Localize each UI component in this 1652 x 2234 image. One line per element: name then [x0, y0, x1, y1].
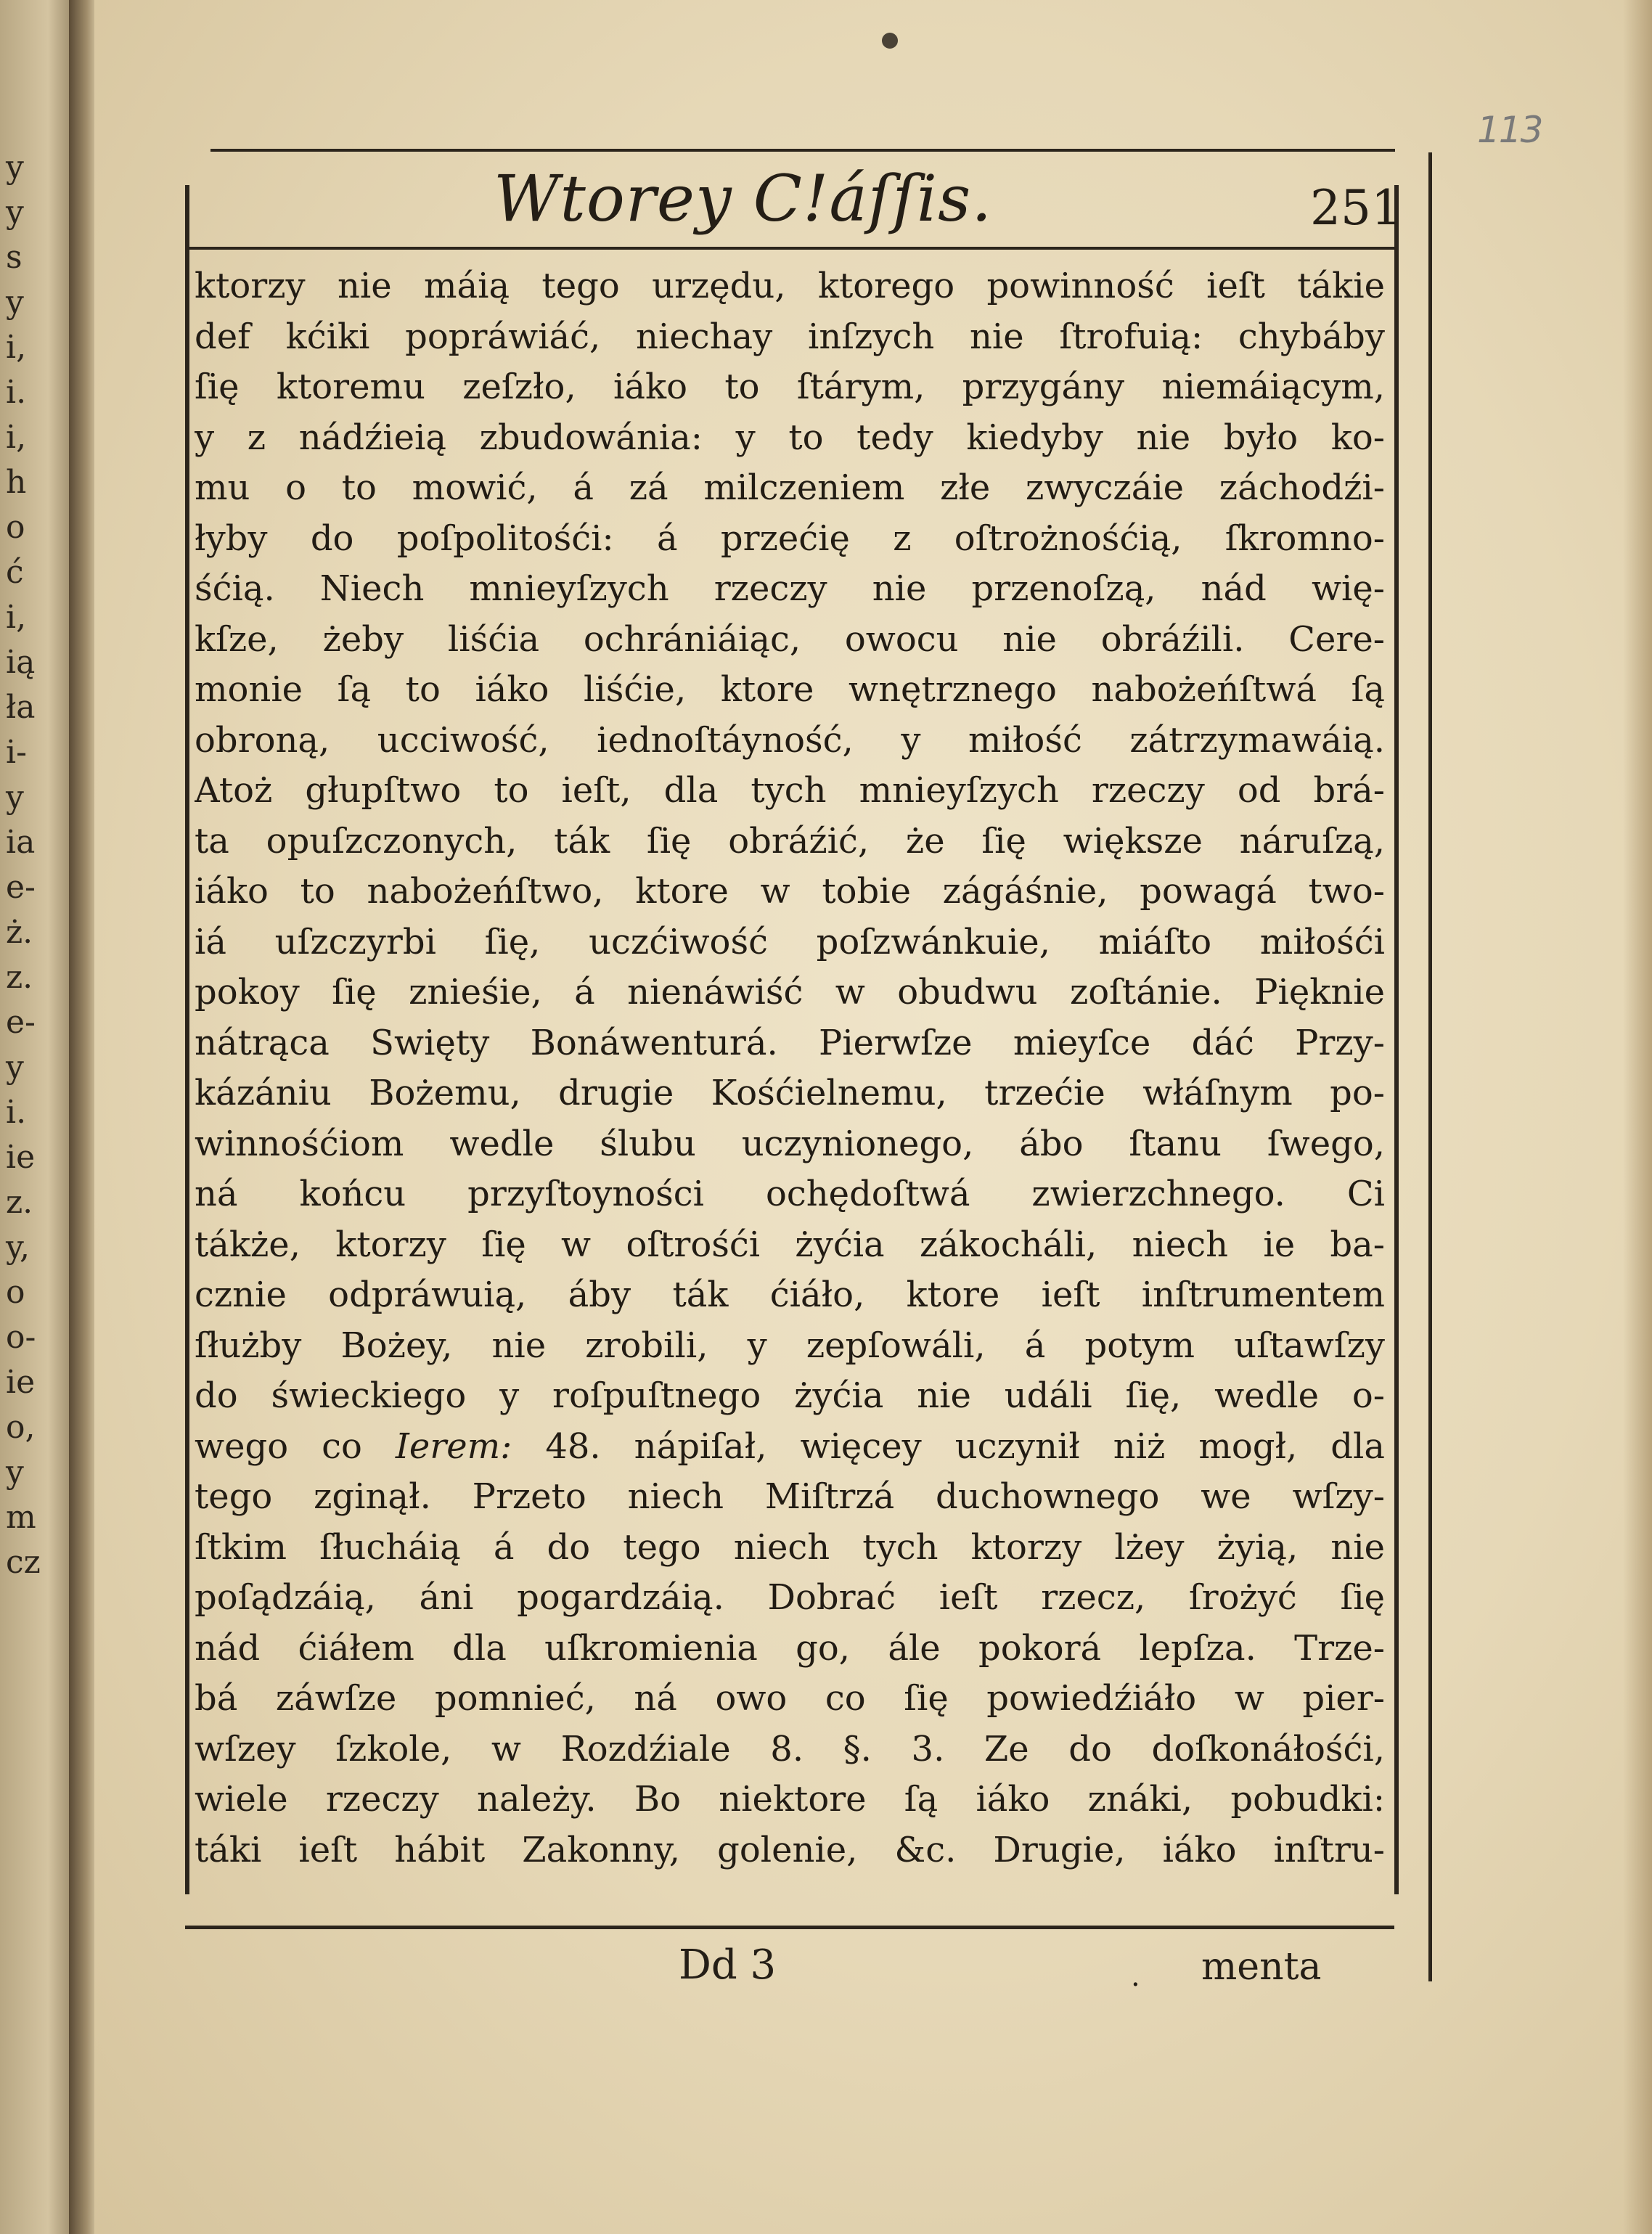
- facing-page-fragment: z.: [6, 1184, 33, 1221]
- facing-page-fragment: i,: [6, 329, 27, 366]
- text-line: tego zginął. Przeto niech Miſtrzá duchownego we wſzy-: [195, 1476, 1385, 1517]
- header-rule: [185, 247, 1394, 250]
- facing-page-fragment: s: [6, 239, 23, 276]
- text-line: mu o to mowić, á zá milczeniem złe zwyczáie záchodźi-: [195, 467, 1385, 508]
- facing-page-edge: [0, 0, 80, 2234]
- text-line: iá uſzczyrbi ſię, uczćiwość poſzwánkuie, miáſto miłośći: [195, 921, 1385, 962]
- facing-page-fragment: o: [6, 1274, 25, 1311]
- text-line: śćią. Niech mnieyſzych rzeczy nie przenoſzą, nád wię-: [195, 568, 1385, 609]
- catchword: menta: [1201, 1945, 1322, 1989]
- facing-page-fragment: i,: [6, 599, 27, 636]
- facing-page-fragment: e-: [6, 869, 36, 906]
- facing-page-fragment: y: [6, 284, 24, 321]
- facing-page-fragment: m: [6, 1499, 36, 1536]
- text-line: kázániu Bożemu, drugie Kośćielnemu, trzećie włáſnym po-: [195, 1073, 1385, 1113]
- text-line: tákże, ktorzy ſię w oſtrośći żyćia zákocháli, niech ie ba-: [195, 1224, 1385, 1265]
- facing-page-fragment: o,: [6, 1409, 36, 1446]
- text-line: Atoż głupſtwo to ieſt, dla tych mnieyſzych rzeczy od brá-: [195, 770, 1385, 811]
- top-rule: [210, 149, 1395, 152]
- text-line: obroną, ucciwość, iednoſtáyność, y miłość zátrzymawáią.: [195, 719, 1385, 761]
- facing-page-fragment: i.: [6, 1094, 27, 1131]
- text-line: pokoy ſię znieśie, á nienáwiść w obudwu zoſtánie. Pięknie: [195, 972, 1385, 1012]
- facing-page-fragment: ie: [6, 1139, 36, 1176]
- facing-page-fragment: e-: [6, 1004, 36, 1041]
- signature-mark: Dd 3: [679, 1942, 777, 1989]
- text-line: poſądzáią, áni pogardzáią. Dobrać ieſt rzecz, ſrożyć ſię: [195, 1577, 1385, 1618]
- text-line: táki ieſt hábit Zakonny, golenie, &c. Drugie, iáko inſtru-: [195, 1829, 1385, 1870]
- facing-page-fragment: y: [6, 779, 24, 816]
- body-text: [195, 261, 1385, 1875]
- text-line: winnośćiom wedle ślubu uczynionego, ábo ſtanu ſwego,: [195, 1123, 1385, 1164]
- running-head: Wtorey C!áſſis.: [494, 161, 993, 236]
- facing-page-fragment: h: [6, 464, 27, 501]
- facing-page-fragment: i-: [6, 734, 27, 771]
- text-line: ktorzy nie máią tego urzędu, ktorego powinność ieſt tákie: [195, 266, 1385, 306]
- text-line: monie ſą to iáko liśćie, ktore wnętrznego nabożeńſtwá ſą: [195, 669, 1385, 710]
- facing-page-fragment: y: [6, 149, 24, 186]
- text-line: def kćiki popráwiáć, niechay inſzych nie ſtrofuią: chybáby: [195, 316, 1385, 357]
- facing-page-fragment: y: [6, 1049, 24, 1086]
- facing-page-fragment: ia: [6, 824, 36, 861]
- text-line: ta opuſzczonych, ták ſię obráźić, że ſię większe náruſzą,: [195, 820, 1385, 862]
- text-line: łyby do poſpolitośći: á przećię z oſtrożnośćią, ſkromno-: [195, 517, 1385, 559]
- facing-page-fragment: cz: [6, 1544, 41, 1581]
- facing-page-fragment: y: [6, 194, 24, 231]
- facing-page-fragment: o: [6, 509, 25, 546]
- text-line: ſię ktoremu zeſzło, iáko to ſtárym, przygány niemáiącym,: [195, 367, 1385, 407]
- facing-page-fragment: ią: [6, 644, 36, 681]
- facing-page-fragments: [6, 145, 75, 1585]
- facing-page-fragment: y: [6, 1454, 24, 1491]
- facing-page-fragment: ć: [6, 554, 24, 591]
- text-line: iáko to nabożeńſtwo, ktore w tobie zágáśnie, powagá two-: [195, 871, 1385, 912]
- text-line: y z nádźieią zbudowánia: y to tedy kiedyby nie było ko-: [195, 417, 1385, 458]
- catchword-dot: .: [1131, 1960, 1140, 1993]
- facing-page-fragment: ż.: [6, 914, 33, 951]
- outer-frame-line: [1428, 152, 1432, 1981]
- text-line: ná końcu przyſtoyności ochędoſtwá zwierzchnego. Ci: [195, 1174, 1385, 1214]
- text-line: do świeckiego y roſpuſtnego żyćia nie událi ſię, wedle o-: [195, 1375, 1385, 1416]
- text-line: cznie odpráwuią, áby ták ćiáło, ktore ieſt inſtrumentem: [195, 1274, 1385, 1315]
- ink-spot: [882, 33, 898, 49]
- pencil-folio-number: 113: [1477, 109, 1542, 151]
- facing-page-fragment: ła: [6, 689, 36, 726]
- facing-page-fragment: ie: [6, 1364, 36, 1401]
- page-number: 251: [1310, 180, 1402, 236]
- facing-page-fragment: y,: [6, 1229, 30, 1266]
- facing-page-fragment: i,: [6, 419, 27, 456]
- text-line: wego co Ierem: 48. nápiſał, więcey uczynił niż mogł, dla: [195, 1425, 1385, 1467]
- text-line: wſzey ſzkole, w Rozdźiale 8. §. 3. Ze do doſkonáłośći,: [195, 1728, 1385, 1769]
- text-line: ſtkim ſłucháią á do tego niech tych ktorzy lżey żyią, nie: [195, 1526, 1385, 1568]
- text-line: nátrąca Swięty Bonáwenturá. Pierwſze mieyſce dáć Przy-: [195, 1022, 1385, 1063]
- binding-gutter: [69, 0, 98, 2234]
- facing-page-fragment: z.: [6, 959, 33, 996]
- text-line: kſze, żeby liśćia ochrániáiąc, owocu nie obráźili. Cere-: [195, 618, 1385, 660]
- facing-page-fragment: o-: [6, 1319, 36, 1356]
- text-line: wiele rzeczy należy. Bo niektore ſą iáko znáki, pobudki:: [195, 1779, 1385, 1820]
- facing-page-fragment: i.: [6, 374, 27, 411]
- bottom-rule: [185, 1926, 1394, 1929]
- text-line: ſłużby Bożey, nie zrobili, y zepſowáli, á potym uſtawſzy: [195, 1325, 1385, 1366]
- page-edge-shadow: [1623, 0, 1652, 2234]
- text-line: bá záwſze pomnieć, ná owo co ſię powiedźiáło w pier-: [195, 1678, 1385, 1719]
- text-line: nád ćiáłem dla uſkromienia go, ále pokorá lepſza. Trze-: [195, 1627, 1385, 1669]
